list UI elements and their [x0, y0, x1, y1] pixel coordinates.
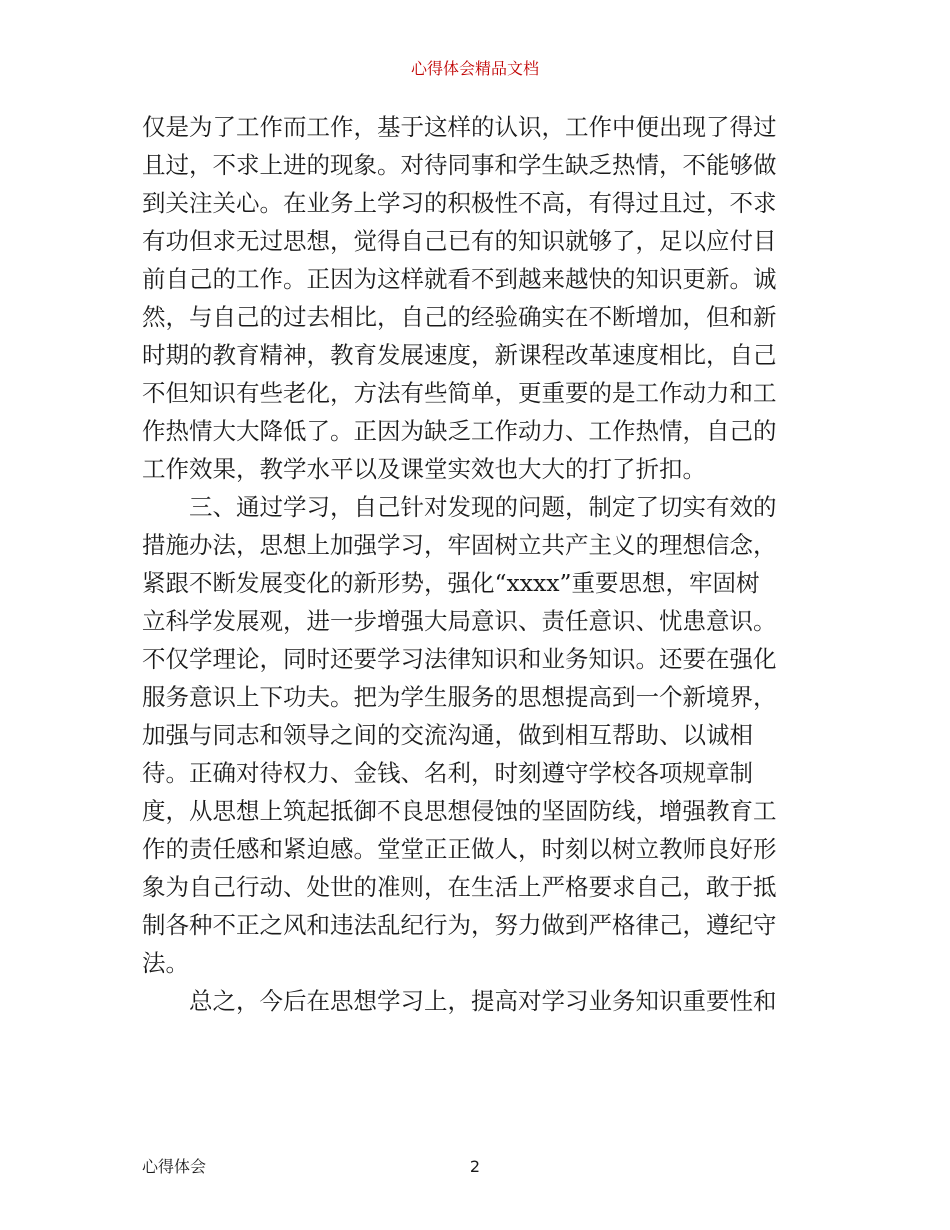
text-line: 象为自己行动、处世的准则，在生活上严格要求自己，敢于抵 — [142, 873, 777, 901]
text-line: 仅是为了工作而工作，基于这样的认识，工作中便出现了得过 — [142, 113, 777, 141]
text-line: 且过，不求上进的现象。对待同事和学生缺乏热情，不能够做 — [142, 151, 777, 179]
text-line: 时期的教育精神，教育发展速度，新课程改革速度相比，自己 — [142, 341, 777, 369]
text-line: 措施办法，思想上加强学习，牢固树立共产主义的理想信念， — [142, 531, 777, 559]
text-line: 总之，今后在思想学习上，提高对学习业务知识重要性和 — [142, 987, 777, 1015]
document-body — [142, 108, 812, 1020]
paragraph-section-three — [142, 488, 812, 982]
text-line: 有功但求无过思想，觉得自己已有的知识就够了，足以应付目 — [142, 227, 777, 255]
page-number: 2 — [469, 1157, 481, 1176]
text-line: 作的责任感和紧迫感。堂堂正正做人，时刻以树立教师良好形 — [142, 835, 777, 863]
text-line: 前自己的工作。正因为这样就看不到越来越快的知识更新。诚 — [142, 265, 777, 293]
text-line: 立科学发展观，进一步增强大局意识、责任意识、忧患意识。 — [142, 607, 777, 635]
text-line: 法。 — [142, 949, 189, 977]
text-line: 然，与自己的过去相比，自己的经验确实在不断增加，但和新 — [142, 303, 777, 331]
text-line: 不但知识有些老化，方法有些简单，更重要的是工作动力和工 — [142, 379, 777, 407]
text-line: 工作效果，教学水平以及课堂实效也大大的打了折扣。 — [142, 455, 706, 483]
paragraph-continuation — [142, 108, 812, 488]
text-line: 三、通过学习，自己针对发现的问题，制定了切实有效的 — [142, 493, 777, 521]
text-line: 不仅学理论，同时还要学习法律知识和业务知识。还要在强化 — [142, 645, 777, 673]
text-line: 待。正确对待权力、金钱、名利，时刻遵守学校各项规章制 — [142, 759, 753, 787]
paragraph-summary — [142, 982, 812, 1020]
text-line: 作热情大大降低了。正因为缺乏工作动力、工作热情，自己的 — [142, 417, 777, 445]
text-line: 紧跟不断发展变化的新形势，强化“xxxx”重要思想，牢固树 — [142, 569, 760, 597]
text-line: 度，从思想上筑起抵御不良思想侵蚀的坚固防线，增强教育工 — [142, 797, 777, 825]
text-line: 加强与同志和领导之间的交流沟通，做到相互帮助、以诚相 — [142, 721, 753, 749]
text-line: 服务意识上下功夫。把为学生服务的思想提高到一个新境界， — [142, 683, 777, 711]
text-line: 制各种不正之风和违法乱纪行为，努力做到严格律己，遵纪守 — [142, 911, 777, 939]
page-header-title: 心得体会精品文档 — [410, 59, 539, 78]
page-footer-label: 心得体会 — [142, 1157, 207, 1176]
text-line: 到关注关心。在业务上学习的积极性不高，有得过且过，不求 — [142, 189, 777, 217]
